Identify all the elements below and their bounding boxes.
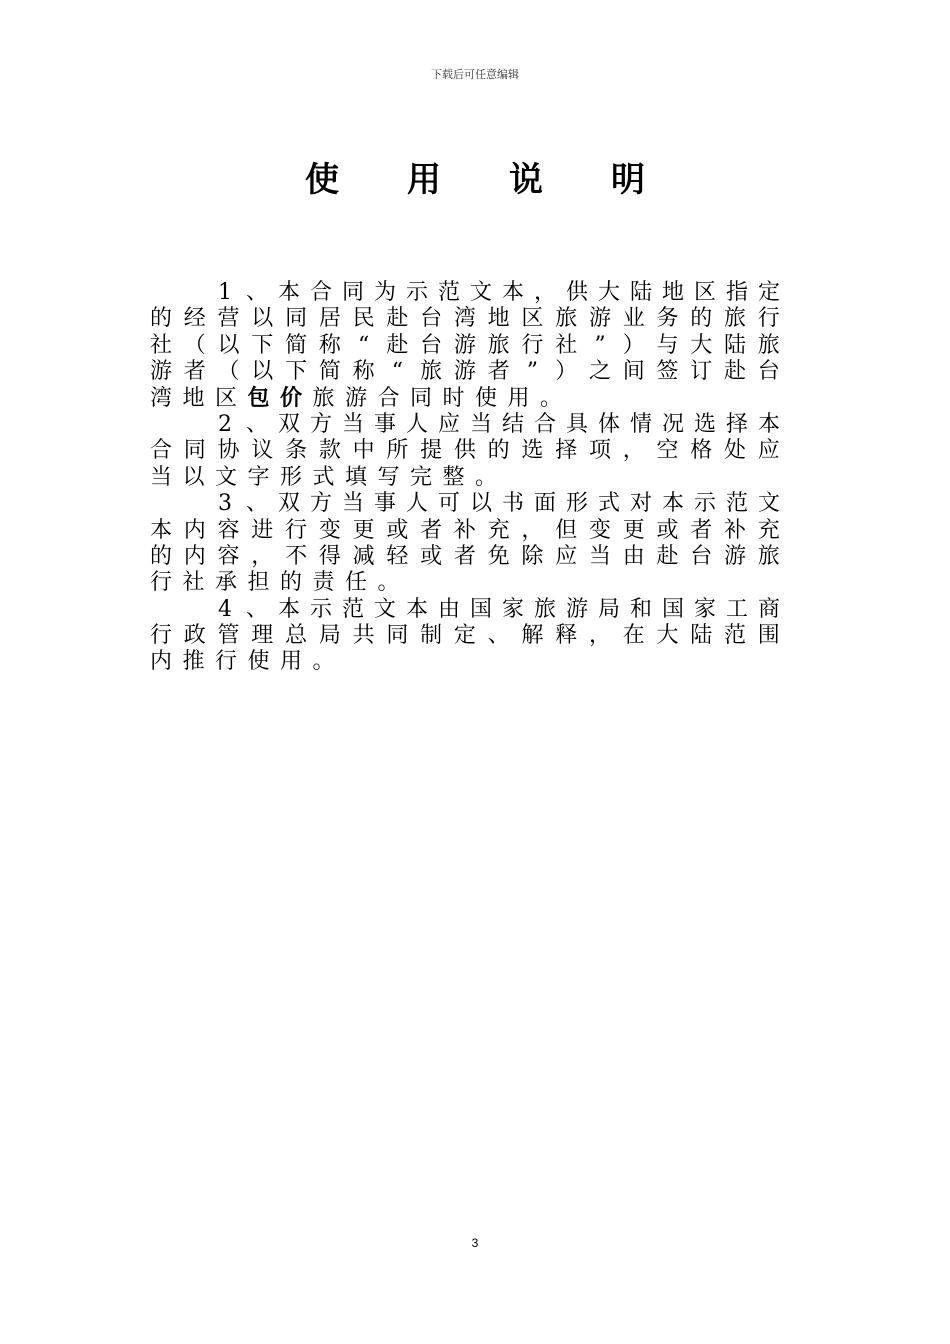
body-line: 本 内 容 进 行 变 更 或 者 补 充 ， 但 变 更 或 者 补 充 [150,517,780,543]
body-line: 内 推 行 使 用 。 [150,649,335,675]
page-number: 3 [471,1236,479,1250]
body-line: 3 、 双 方 当 事 人 可 以 书 面 形 式 对 本 示 范 文 [218,491,781,517]
body-line: 当 以 文 字 形 式 填 写 完 整 。 [150,464,498,490]
body-line: 2 、 双 方 当 事 人 应 当 结 合 具 体 情 况 选 择 本 [218,411,781,437]
page-title: 使用说明 [305,160,713,200]
body-line: 游 者 （ 以 下 简 称 “ 旅 游 者 ” ） 之 间 签 订 赴 台 [150,359,780,385]
body-line: 的 经 营 以 同 居 民 赴 台 湾 地 区 旅 游 业 务 的 旅 行 [150,306,780,332]
body-line: 湾 地 区 包 价 旅 游 合 同 时 使 用 。 [150,385,563,411]
body-line: 的 内 容 ， 不 得 减 轻 或 者 免 除 应 当 由 赴 台 游 旅 [150,543,780,569]
body-line: 合 同 协 议 条 款 中 所 提 供 的 选 择 项 ， 空 格 处 应 [150,438,780,464]
body-line: 社 （ 以 下 简 称 “ 赴 台 游 旅 行 社 ” ） 与 大 陆 旅 [150,332,780,358]
instructions-body [150,280,780,676]
body-line: 1 、 本 合 同 为 示 范 文 本 ， 供 大 陆 地 区 指 定 [218,280,781,305]
body-line: 行 政 管 理 总 局 共 同 制 定 、 解 释 ， 在 大 陆 范 围 [150,623,780,649]
body-line: 4 、 本 示 范 文 本 由 国 家 旅 游 局 和 国 家 工 商 [218,596,781,622]
page-header: 下载后可任意编辑 [431,68,519,81]
body-line: 行 社 承 担 的 责 任 。 [150,570,400,596]
